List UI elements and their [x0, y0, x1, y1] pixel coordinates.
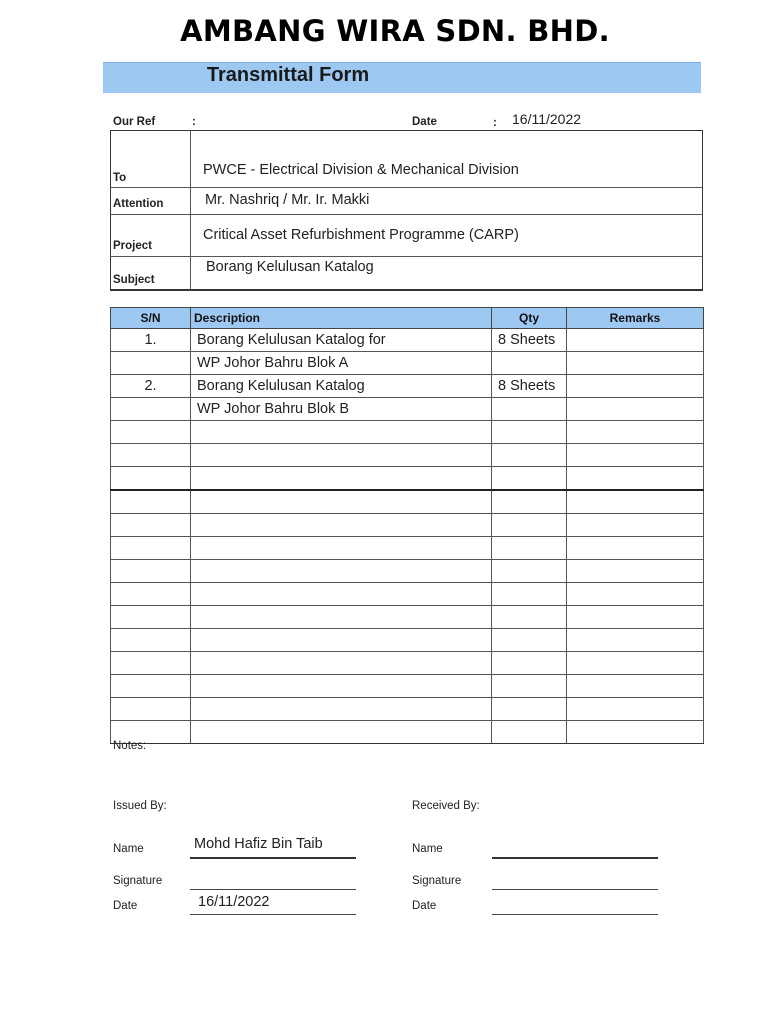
- subject-label: Subject: [113, 274, 155, 286]
- sn-cell: [111, 606, 191, 629]
- qty-cell: [492, 352, 567, 375]
- table-row: [111, 606, 704, 629]
- sn-cell: [111, 398, 191, 421]
- qty-cell: [492, 560, 567, 583]
- qty-cell: [492, 537, 567, 560]
- form-title: Transmittal Form: [206, 64, 370, 86]
- column-header-remarks: Remarks: [567, 308, 704, 329]
- qty-cell: [492, 721, 567, 744]
- table-row: [111, 352, 704, 375]
- date-colon: :: [493, 117, 497, 129]
- table-row: [111, 537, 704, 560]
- table-row: [111, 467, 704, 491]
- description-cell: Borang Kelulusan Katalog: [191, 375, 492, 398]
- qty-cell: [492, 606, 567, 629]
- sn-cell: [111, 514, 191, 537]
- remarks-cell: [567, 560, 704, 583]
- description-cell: [191, 490, 492, 514]
- remarks-cell: [567, 375, 704, 398]
- remarks-cell: [567, 467, 704, 491]
- table-row: [111, 329, 704, 352]
- column-header-sn: S/N: [111, 308, 191, 329]
- project-value: Critical Asset Refurbishment Programme (CARP): [203, 227, 519, 243]
- sn-cell: [111, 560, 191, 583]
- table-row: [111, 629, 704, 652]
- table-row: [111, 675, 704, 698]
- sn-cell: [111, 352, 191, 375]
- info-row-line: [110, 214, 703, 215]
- remarks-cell: [567, 698, 704, 721]
- issued-name-line: [190, 857, 356, 859]
- sn-cell: [111, 421, 191, 444]
- remarks-cell: [567, 421, 704, 444]
- description-cell: [191, 467, 492, 491]
- qty-cell: 8 Sheets: [492, 329, 567, 352]
- description-cell: [191, 444, 492, 467]
- issued-name-label: Name: [113, 843, 144, 855]
- date-value: 16/11/2022: [512, 111, 582, 127]
- received-by-heading: Received By:: [412, 800, 480, 812]
- column-header-qty: Qty: [492, 308, 567, 329]
- table-row: [111, 398, 704, 421]
- received-name-line: [492, 857, 658, 859]
- sn-cell: [111, 583, 191, 606]
- description-cell: [191, 421, 492, 444]
- sn-cell: 1.: [111, 329, 191, 352]
- qty-cell: 8 Sheets: [492, 375, 567, 398]
- qty-cell: [492, 398, 567, 421]
- our-ref-colon: :: [192, 116, 196, 128]
- issued-signature-line: [190, 889, 356, 890]
- received-signature-label: Signature: [412, 875, 462, 887]
- table-row: [111, 444, 704, 467]
- table-row: [111, 490, 704, 514]
- sn-cell: [111, 537, 191, 560]
- table-row: [111, 514, 704, 537]
- sn-cell: [111, 675, 191, 698]
- table-header-row: [111, 308, 704, 329]
- description-cell: WP Johor Bahru Blok A: [191, 352, 492, 375]
- table-row: [111, 583, 704, 606]
- info-row-line: [110, 256, 703, 257]
- remarks-cell: [567, 490, 704, 514]
- table-row: [111, 560, 704, 583]
- to-label: To: [113, 172, 127, 184]
- project-label: Project: [113, 240, 152, 252]
- sn-cell: 2.: [111, 375, 191, 398]
- sn-cell: [111, 698, 191, 721]
- sn-cell: [111, 629, 191, 652]
- received-signature-line: [492, 889, 658, 890]
- info-divider: [190, 130, 191, 290]
- remarks-cell: [567, 606, 704, 629]
- qty-cell: [492, 514, 567, 537]
- to-value: PWCE - Electrical Division & Mechanical Division: [203, 162, 519, 178]
- description-cell: Borang Kelulusan Katalog for: [191, 329, 492, 352]
- issued-by-heading: Issued By:: [113, 800, 167, 812]
- received-date-line: [492, 914, 658, 915]
- qty-cell: [492, 698, 567, 721]
- qty-cell: [492, 583, 567, 606]
- table-row: [111, 698, 704, 721]
- remarks-cell: [567, 721, 704, 744]
- table-row: [111, 652, 704, 675]
- remarks-cell: [567, 329, 704, 352]
- description-cell: [191, 514, 492, 537]
- notes-label: Notes:: [113, 740, 147, 752]
- qty-cell: [492, 652, 567, 675]
- company-name: AMBANG WIRA SDN. BHD.: [180, 14, 610, 48]
- subject-value: Borang Kelulusan Katalog: [206, 259, 374, 275]
- qty-cell: [492, 675, 567, 698]
- qty-cell: [492, 444, 567, 467]
- issued-date-value: 16/11/2022: [198, 894, 270, 910]
- our-ref-label: Our Ref: [113, 116, 156, 128]
- remarks-cell: [567, 629, 704, 652]
- description-cell: [191, 606, 492, 629]
- description-cell: [191, 675, 492, 698]
- items-table: [110, 307, 704, 744]
- qty-cell: [492, 421, 567, 444]
- issued-date-label: Date: [113, 900, 138, 912]
- issued-signature-label: Signature: [113, 875, 163, 887]
- sn-cell: [111, 467, 191, 491]
- received-name-label: Name: [412, 843, 443, 855]
- column-header-description: Description: [191, 308, 492, 329]
- remarks-cell: [567, 675, 704, 698]
- attention-value: Mr. Nashriq / Mr. Ir. Makki: [205, 192, 370, 208]
- description-cell: [191, 698, 492, 721]
- qty-cell: [492, 629, 567, 652]
- sn-cell: [111, 652, 191, 675]
- remarks-cell: [567, 398, 704, 421]
- info-row-line: [110, 187, 703, 188]
- remarks-cell: [567, 444, 704, 467]
- remarks-cell: [567, 537, 704, 560]
- remarks-cell: [567, 352, 704, 375]
- qty-cell: [492, 490, 567, 514]
- table-row: [111, 721, 704, 744]
- received-date-label: Date: [412, 900, 437, 912]
- sn-cell: [111, 490, 191, 514]
- description-cell: [191, 583, 492, 606]
- info-box: [110, 130, 703, 291]
- attention-label: Attention: [113, 198, 164, 210]
- remarks-cell: [567, 583, 704, 606]
- sn-cell: [111, 444, 191, 467]
- description-cell: [191, 652, 492, 675]
- remarks-cell: [567, 514, 704, 537]
- qty-cell: [492, 467, 567, 491]
- description-cell: [191, 537, 492, 560]
- description-cell: [191, 629, 492, 652]
- issued-name-value: Mohd Hafiz Bin Taib: [194, 836, 323, 852]
- issued-date-line: [190, 914, 356, 915]
- table-row: [111, 375, 704, 398]
- description-cell: [191, 560, 492, 583]
- remarks-cell: [567, 652, 704, 675]
- date-label: Date: [412, 116, 437, 128]
- description-cell: WP Johor Bahru Blok B: [191, 398, 492, 421]
- table-row: [111, 421, 704, 444]
- description-cell: [191, 721, 492, 744]
